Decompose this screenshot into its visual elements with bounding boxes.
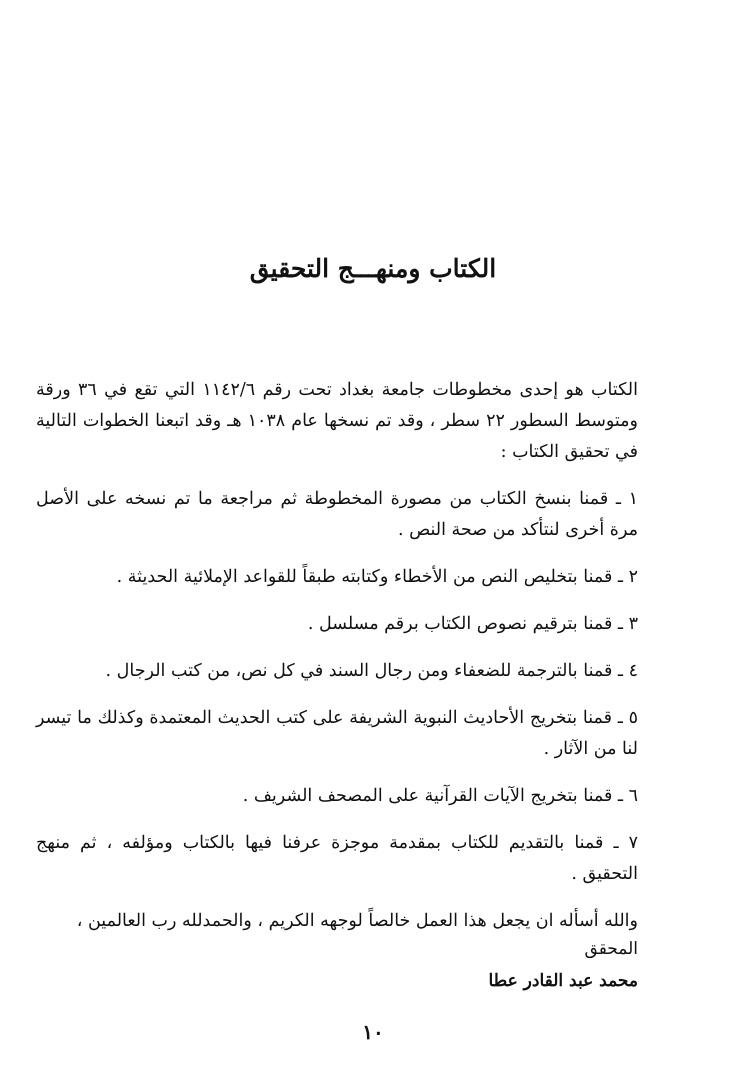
- body-text: [36, 375, 638, 937]
- page-number: ١٠: [362, 1020, 384, 1044]
- closing-paragraph: والله أسأله ان يجعل هذا العمل خالصاً لوجهه الكريم ، والحمدلله رب العالمين ،: [76, 911, 638, 931]
- list-item-2: ٢ ـ قمنا بتخليص النص من الأخطاء وكتابته طبقاً للقواعد الإملائية الحديثة .: [116, 567, 638, 587]
- list-item-3: ٣ ـ قمنا بترقيم نصوص الكتاب برقم مسلسل .: [307, 614, 638, 634]
- signature-name: محمد عبد القادر عطا: [488, 971, 638, 991]
- signature-role: المحقق: [584, 939, 638, 959]
- list-item-5: ٥ ـ قمنا بتخريج الأحاديث النبوية الشريفة على كتب الحديث المعتمدة وكذلك ما تيسر لنا من الآثار .: [36, 708, 638, 759]
- list-item-1: ١ ـ قمنا بنسخ الكتاب من مصورة المخطوطة ثم مراجعة ما تم نسخه على الأصل مرة أخرى لنتأكد من صحة النص .: [36, 489, 638, 540]
- intro-paragraph: الكتاب هو إحدى مخطوطات جامعة بغداد تحت رقم ١١٤٢/٦ التي تقع في ٣٦ ورقة ومتوسط السطور ٢٢ سطر ، وقد تم نسخها عام ١٠٣٨ هـ وقد اتبعنا الخطوات التالية في تحقيق الكتاب :: [36, 380, 639, 462]
- signature-block: [488, 933, 638, 997]
- list-item-4: ٤ ـ قمنا بالترجمة للضعفاء ومن رجال السند في كل نص، من كتب الرجال .: [105, 661, 638, 681]
- list-item-7: ٧ ـ قمنا بالتقديم للكتاب بمقدمة موجزة عرفنا فيها بالكتاب ومؤلفه ، ثم منهج التحقيق .: [36, 833, 638, 884]
- page-title: الكتاب ومنهـــج التحقيق: [249, 254, 497, 283]
- list-item-6: ٦ ـ قمنا بتخريج الآيات القرآنية على المصحف الشريف .: [242, 786, 638, 806]
